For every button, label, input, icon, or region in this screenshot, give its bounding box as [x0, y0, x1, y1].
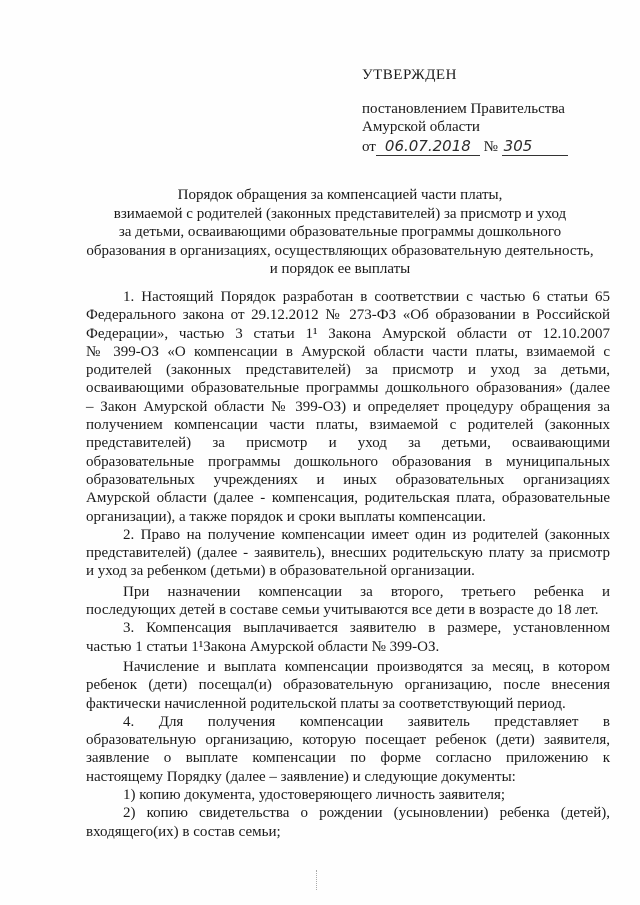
approval-date-line [362, 137, 602, 156]
approval-number: 305 [502, 137, 568, 156]
body-line: 3. Компенсация выплачивается заявителю в размере, установленном [123, 620, 610, 637]
body-line: образовательные программы дошкольного образования в муниципальных [86, 453, 610, 470]
body-line: 2. Право на получение компенсации имеет один из родителей (законных [123, 526, 610, 543]
title-line: образования в организациях, осуществляющих образовательную деятельность, [86, 242, 594, 259]
body-line: № 399-ОЗ «О компенсации в Амурской области части платы, взимаемой с [86, 343, 610, 360]
title-line: за детьми, осваивающими образовательные программы дошкольного [118, 224, 562, 240]
approved-heading: УТВЕРЖДЕН [362, 67, 457, 83]
body-line: родителей (законных представителей) за присмотр и уход за детьми, [86, 362, 610, 379]
body-line: Федерации», частью 3 статьи 1¹ Закона Амурской области от 12.10.2007 [86, 325, 610, 342]
approval-block [362, 66, 602, 156]
body-line: частью 1 статьи 1¹Закона Амурской области № 399-ОЗ. [86, 638, 440, 655]
body-line: образовательных учреждениях и иных образовательных организациях [86, 471, 610, 488]
title-line: взимаемой с родителей (законных представителей) за присмотр и уход [113, 205, 567, 222]
body-line: образовательную организацию, которую посещает ребенок (дети) заявителя, [86, 732, 610, 749]
body-line: – Закон Амурской области № 399-ОЗ) и определяет процедуру обращения за [86, 398, 610, 415]
body-line: организации), а также порядок и сроки выплаты компенсации. [86, 508, 486, 525]
approval-line-2: Амурской области [362, 119, 480, 135]
body-line: фактически начисленной родительской платы за соответствующий период. [86, 695, 566, 712]
approval-line-1: постановлением Правительства [362, 101, 565, 117]
body-line: 4. Для получения компенсации заявитель представляет в [123, 713, 610, 730]
body-line: получением компенсации части платы, взимаемой с родителей (законных [86, 417, 610, 434]
body-line: и уход за ребенком (детьми) в образовательной организации. [86, 563, 475, 580]
number-label: № [483, 139, 498, 155]
title-line: Порядок обращения за компенсацией части платы, [177, 187, 503, 203]
body-line: представителей) (далее - заявитель), внесших родительскую плату за присмотр [86, 545, 610, 562]
title-line: и порядок ее выплаты [269, 261, 411, 277]
body-line: 2) копию свидетельства о рождении (усыновлении) ребенка (детей), [123, 805, 610, 822]
from-label: от [362, 139, 376, 155]
body-line: настоящему Порядку (далее – заявление) и следующие документы: [86, 768, 516, 785]
document-body [86, 288, 610, 841]
body-line: входящего(их) в состав семьи; [86, 823, 281, 840]
body-line: осваивающими образовательные программы дошкольного образования» (далее [86, 380, 610, 397]
body-line: 1. Настоящий Порядок разработан в соответствии с частью 6 статьи 65 [123, 289, 610, 305]
body-line: ребенок (дети) посещал(и) образовательную организацию, после внесения [86, 677, 610, 694]
body-line: Федерального закона от 29.12.2012 № 273-ФЗ «Об образовании в Российской [86, 307, 610, 324]
body-line: Амурской области (далее - компенсация, родительская плата, образовательные [86, 490, 610, 507]
body-line: заявление о выплате компенсации по форме согласно приложению к [86, 750, 610, 767]
body-line: При назначении компенсации за второго, третьего ребенка и [123, 583, 610, 600]
approval-date: 06.07.2018 [376, 137, 480, 156]
body-line: 1) копию документа, удостоверяющего личность заявителя; [123, 787, 506, 804]
body-line: последующих детей в составе семьи учитываются все дети в возрасте до 18 лет. [86, 602, 599, 619]
document-title [70, 186, 610, 279]
body-line: Начисление и выплата компенсации производятся за месяц, в котором [123, 658, 610, 675]
body-line: представителей) за присмотр и уход за детьми, осваивающими [86, 435, 610, 452]
scan-artifact [316, 870, 323, 890]
